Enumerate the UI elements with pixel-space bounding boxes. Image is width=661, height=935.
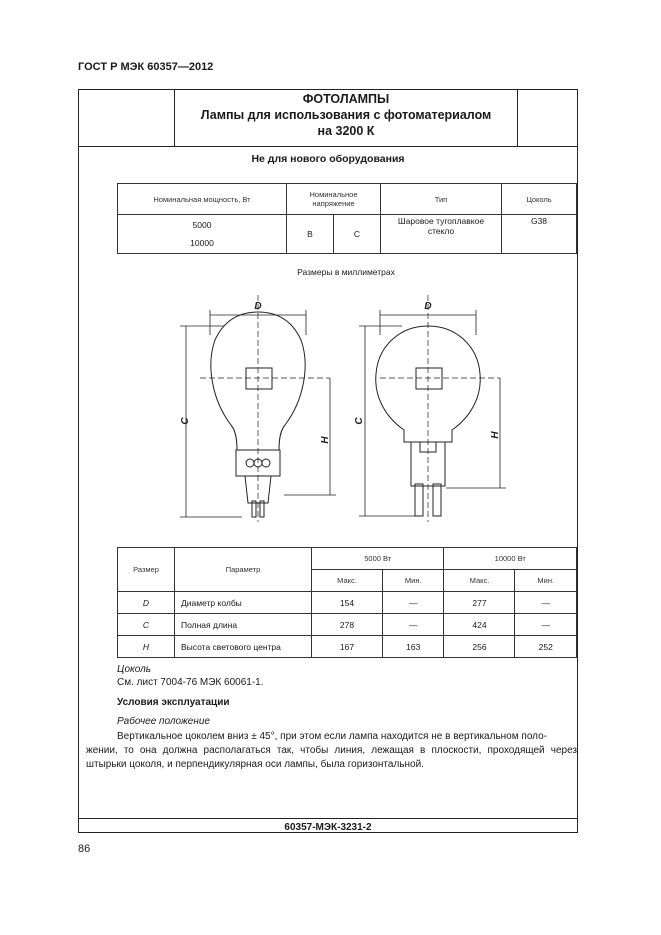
position-text-line1: Вертикальное цоколем вниз ± 45°, при этом если лампа находится не в вертикальном поло-	[117, 731, 547, 742]
header-voltage-line2: напряжение	[312, 199, 355, 208]
header-group-10000: 10000 Вт	[444, 548, 577, 570]
table-row	[118, 614, 577, 636]
page-number: 86	[78, 843, 91, 855]
row-value: —	[382, 614, 444, 636]
label-h-right: H	[490, 431, 501, 439]
cell-type	[381, 215, 502, 254]
header-cap: Цоколь	[502, 184, 577, 215]
table-row	[118, 592, 577, 614]
label-c-right: C	[354, 417, 365, 425]
subtitle: Не для нового оборудования	[251, 153, 405, 165]
cell-cap: G38	[502, 215, 577, 254]
row-value: 163	[382, 636, 444, 658]
row-symbol: C	[118, 614, 175, 636]
position-text-line2: жении, то она должна располагаться так, чтобы линия, лежащая в плоскости, проходящей через	[86, 745, 577, 756]
header-min-1: Мин.	[382, 570, 444, 592]
row-value: 277	[444, 592, 515, 614]
footer-code: 60357-МЭК-3231-2	[284, 822, 372, 833]
position-text-line3: штырьки цоколя, и перпендикулярная оси лампы, была горизонтальной.	[86, 759, 424, 770]
row-param: Полная длина	[175, 614, 312, 636]
power-5000: 5000	[192, 220, 212, 230]
cap-text: См. лист 7004-76 МЭК 60061-1.	[117, 677, 264, 688]
row-param: Диаметр колбы	[175, 592, 312, 614]
label-h-left: H	[320, 436, 331, 444]
row-value: —	[515, 592, 577, 614]
row-param: Высота светового центра	[175, 636, 312, 658]
title-divider	[78, 146, 578, 147]
header-type: Тип	[381, 184, 502, 215]
dimensions-note: Размеры в миллиметрах	[297, 267, 395, 277]
table-row	[118, 636, 577, 658]
title-main: ФОТОЛАМПЫ	[302, 92, 390, 106]
cell-voltage-c: C	[334, 215, 381, 254]
spec-table	[117, 183, 577, 254]
header-max-2: Макс.	[444, 570, 515, 592]
row-value: 252	[515, 636, 577, 658]
header-group-5000: 5000 Вт	[312, 548, 444, 570]
row-value: 167	[312, 636, 383, 658]
footer-divider	[78, 818, 578, 819]
power-10000: 10000	[190, 238, 214, 248]
standard-header: ГОСТ Р МЭК 60357—2012	[78, 61, 214, 73]
header-param: Параметр	[175, 548, 312, 592]
type-line2: стекло	[427, 226, 455, 236]
conditions-heading: Условия эксплуатации	[117, 697, 230, 708]
title-line-2: Лампы для использования с фотоматериалом	[200, 108, 492, 122]
row-value: —	[382, 592, 444, 614]
header-voltage-line1: Номинальное	[309, 190, 358, 199]
label-d-right: D	[424, 301, 432, 312]
cell-power	[118, 215, 287, 254]
cell-voltage-b: B	[287, 215, 334, 254]
row-symbol: H	[118, 636, 175, 658]
row-value: 278	[312, 614, 383, 636]
row-value: —	[515, 614, 577, 636]
header-power: Номинальная мощность, Вт	[118, 184, 287, 215]
lamp-drawing	[170, 290, 510, 525]
header-min-2: Мин.	[515, 570, 577, 592]
row-value: 424	[444, 614, 515, 636]
position-subheading: Рабочее положение	[117, 716, 210, 727]
row-symbol: D	[118, 592, 175, 614]
dimensions-table	[117, 547, 577, 658]
label-d-left: D	[254, 301, 262, 312]
title-line-3: на 3200 К	[317, 124, 375, 138]
header-voltage	[287, 184, 381, 215]
label-c-left: C	[180, 417, 191, 425]
type-line1: Шаровое тугоплавкое	[397, 216, 485, 226]
header-size: Размер	[118, 548, 175, 592]
cap-heading: Цоколь	[117, 664, 152, 675]
row-value: 256	[444, 636, 515, 658]
header-max-1: Макс.	[312, 570, 383, 592]
row-value: 154	[312, 592, 383, 614]
